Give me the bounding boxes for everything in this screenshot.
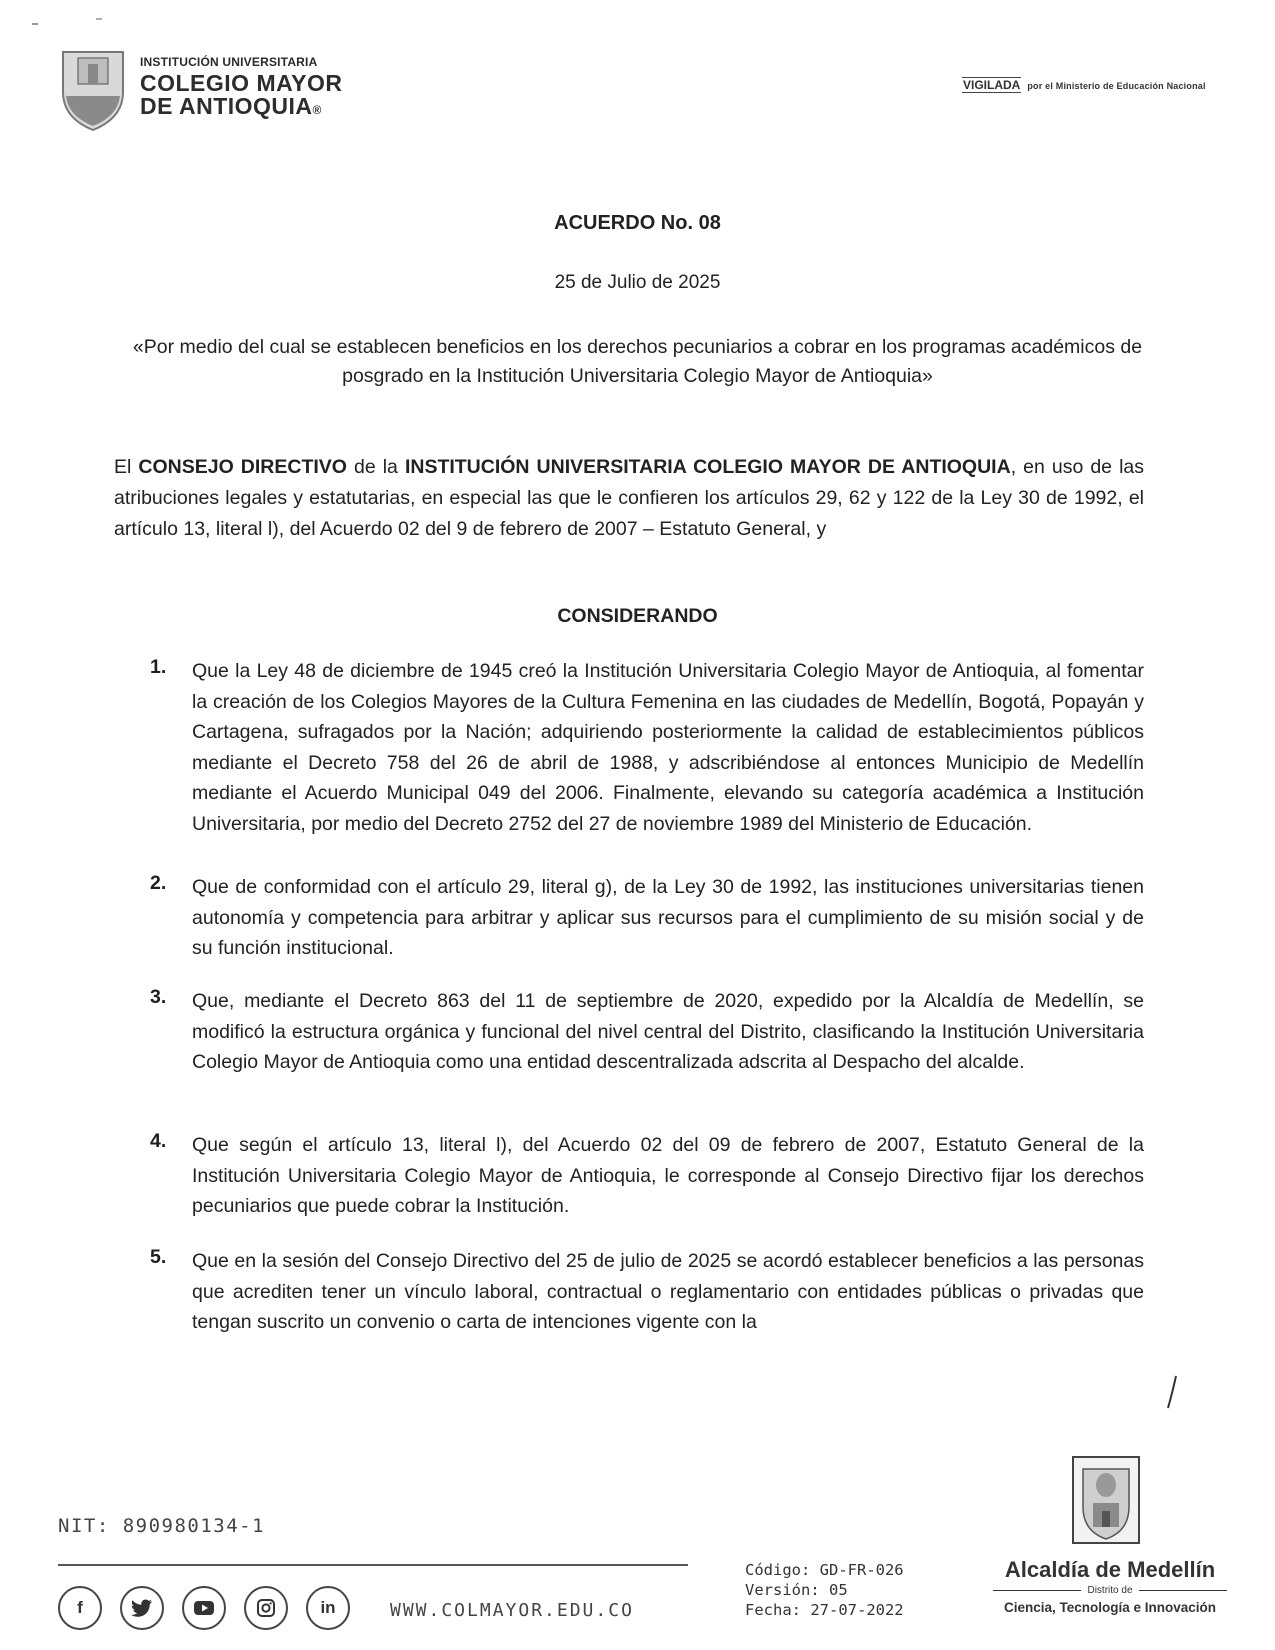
item-number: 3. — [150, 986, 167, 1008]
nit-number: NIT: 890980134-1 — [58, 1515, 266, 1537]
item-number: 5. — [150, 1246, 167, 1268]
preamble-mid: de la — [346, 456, 405, 478]
document-subject: «Por medio del cual se establecen beneficios en los derechos pecuniarios a cobrar en los programas académicos de posgrado en la Institución Universitaria Colegio Mayor de Antioquia» — [132, 336, 1143, 387]
item-number: 4. — [150, 1130, 167, 1152]
logo-line-antioquia — [140, 95, 342, 118]
logo-antioquia-text: DE ANTIOQUIA — [140, 93, 313, 119]
version-text: Versión: 05 — [745, 1581, 848, 1599]
preamble-rest: , en uso de las atribuciones legales y estatutarias, en especial las que le confieren los artículos 29, 62 y 122 de la Ley 30 de 1992, el artículo 13, literal l), del Acuerdo 02 del 9 de febrero de 2007 – Estatuto General, y — [114, 456, 1144, 540]
item-number: 2. — [150, 872, 167, 894]
item-text: Que según el artículo 13, literal l), del Acuerdo 02 del 09 de febrero de 2007, Estatuto General de la Institución Universitaria Colegio Mayor de Antioquia, le corresponde al Consejo Directivo fijar los derechos pecuniarios que puede cobrar la Institución. — [192, 1134, 1144, 1217]
codigo-text: Código: GD-FR-026 — [745, 1561, 904, 1579]
website-link[interactable]: WWW.COLMAYOR.EDU.CO — [390, 1600, 634, 1621]
scan-mark — [30, 16, 120, 28]
document-date: 25 de Julio de 2025 — [554, 272, 721, 293]
vigilada-subtext: por el Ministerio de Educación Nacional — [1027, 81, 1206, 91]
logo-line-institution: INSTITUCIÓN UNIVERSITARIA — [140, 55, 318, 69]
item-text: Que, mediante el Decreto 863 del 11 de septiembre de 2020, expedido por la Alcaldía de Medellín, se modificó la estructura orgánica y funcional del nivel central del Distrito, clasificando la Institución Universitaria Colegio Mayor de Antioquia como una entidad descentralizada adscrita al Despacho del alcalde. — [192, 990, 1144, 1073]
linkedin-icon[interactable]: in — [306, 1586, 350, 1630]
vigilada-label: VIGILADA — [963, 78, 1021, 92]
alcaldia-name: Alcaldía de Medellín — [1004, 1557, 1216, 1582]
preamble-start: El — [114, 456, 139, 478]
vigilada-notice — [962, 78, 1206, 92]
facebook-icon[interactable]: f — [58, 1586, 102, 1630]
youtube-icon[interactable] — [182, 1586, 226, 1630]
social-links — [58, 1586, 350, 1632]
preamble — [114, 452, 1144, 545]
instagram-icon[interactable] — [244, 1586, 288, 1630]
footer-divider — [58, 1564, 688, 1566]
twitter-icon[interactable] — [120, 1586, 164, 1630]
medellin-crest-icon — [1071, 1455, 1141, 1545]
alcaldia-distrito: Distrito de — [985, 1585, 1235, 1596]
institution-logo — [50, 40, 350, 140]
document-title: ACUERDO No. 08 — [554, 212, 721, 234]
document-metadata — [745, 1560, 904, 1620]
preamble-institution: INSTITUCIÓN UNIVERSITARIA COLEGIO MAYOR DE ANTIOQUIA — [404, 456, 1011, 478]
considerando-heading: CONSIDERANDO — [557, 605, 718, 627]
institution-logo-text — [140, 56, 342, 118]
alcaldia-tagline: Ciencia, Tecnología e Innovación — [1003, 1600, 1217, 1615]
item-text: Que la Ley 48 de diciembre de 1945 creó la Institución Universitaria Colegio Mayor de Antioquia, al fomentar la creación de los Colegios Mayores de la Cultura Femenina en las ciudades de Medellín, Bogotá, Popayán y Cartagena, sufragados por la Nación; adquiriendo posteriormente la calidad de establecimientos públicos mediante el Decreto 758 del 26 de abril de 1988, y adscribiéndose al entonces Municipio de Medellín mediante el Acuerdo Municipal 049 del 2006. Finalmente, elevando su categoría académica a Institución Universitaria, por medio del Decreto 2752 del 27 de noviembre 1989 del Ministerio de Educación. — [192, 660, 1144, 835]
institution-crest-icon — [58, 44, 128, 132]
fecha-text: Fecha: 27-07-2022 — [745, 1601, 904, 1619]
logo-line-colegio: COLEGIO MAYOR — [140, 70, 343, 96]
registered-mark: ® — [312, 103, 322, 117]
handwritten-mark — [1164, 1374, 1180, 1410]
preamble-consejo: CONSEJO DIRECTIVO — [138, 456, 347, 478]
item-number: 1. — [150, 656, 167, 678]
item-text: Que en la sesión del Consejo Directivo del 25 de julio de 2025 se acordó establecer beneficios a las personas que acrediten tener un vínculo laboral, contractual o reglamentario con entidades públicas o privadas que tengan suscrito un convenio o carta de intenciones vigente con la — [192, 1250, 1144, 1333]
alcaldia-logo — [985, 1455, 1235, 1635]
item-text: Que de conformidad con el artículo 29, literal g), de la Ley 30 de 1992, las instituciones universitarias tienen autonomía y competencia para arbitrar y aplicar sus recursos para el cumplimiento de su misión social y de su función institucional. — [192, 876, 1144, 959]
